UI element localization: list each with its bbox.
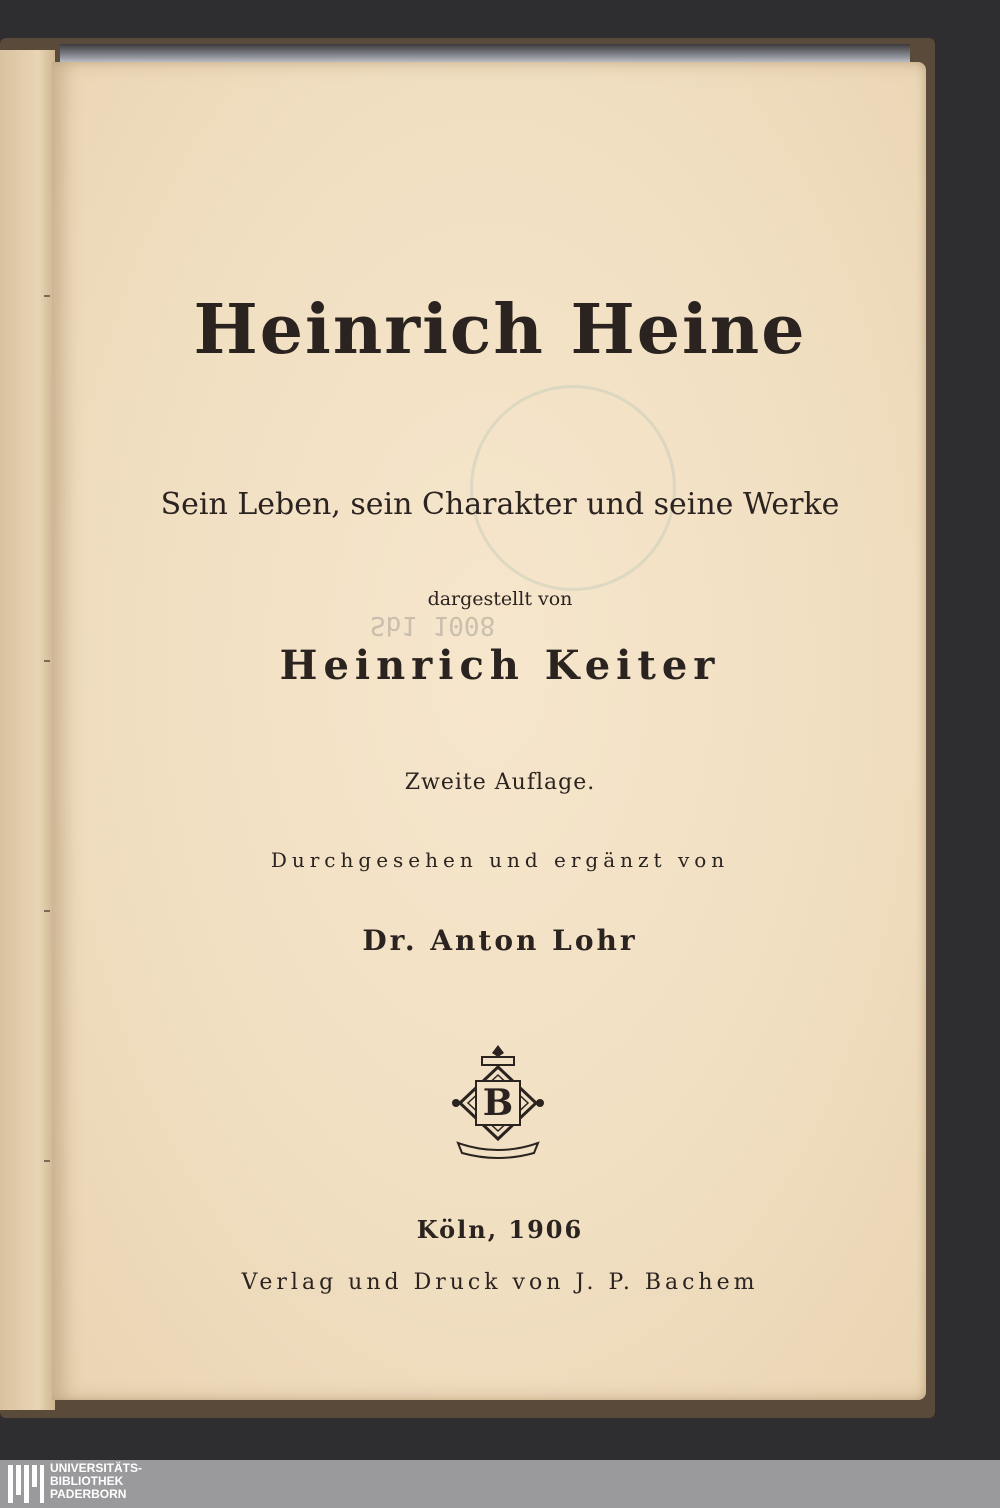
- library-name-line: UNIVERSITÄTS-: [50, 1461, 143, 1475]
- binding-stitch: [44, 1160, 50, 1162]
- emblem-letter: B: [482, 1082, 514, 1124]
- library-name-line: PADERBORN: [50, 1487, 127, 1501]
- pencil-shelfmark: Sb1 1008: [370, 610, 496, 640]
- library-name-line: BIBLIOTHEK: [50, 1474, 124, 1488]
- library-footer-bar: [0, 1460, 1000, 1508]
- title-page: [52, 62, 926, 1400]
- imprint-place-year: Köln, 1906: [416, 1215, 584, 1244]
- page-top-edge: [60, 44, 910, 64]
- edition-statement: Zweite Auflage.: [404, 770, 596, 795]
- byline-label: dargestellt von: [427, 588, 573, 610]
- reviser-name: Dr. Anton Lohr: [362, 924, 638, 957]
- revised-by-label: Durchgesehen und ergänzt von: [270, 848, 730, 872]
- binding-stitch: [44, 910, 50, 912]
- library-name: [50, 1462, 142, 1501]
- author-name: Heinrich Keiter: [279, 642, 721, 689]
- left-page-edge: [0, 50, 55, 1410]
- library-logo-icon: [6, 1463, 46, 1505]
- publisher-emblem-icon: [452, 1043, 544, 1161]
- imprint-publisher: Verlag und Druck von J. P. Bachem: [241, 1270, 759, 1295]
- book-title: Heinrich Heine: [193, 290, 807, 370]
- book-subtitle: Sein Leben, sein Charakter und seine Werke: [160, 487, 840, 522]
